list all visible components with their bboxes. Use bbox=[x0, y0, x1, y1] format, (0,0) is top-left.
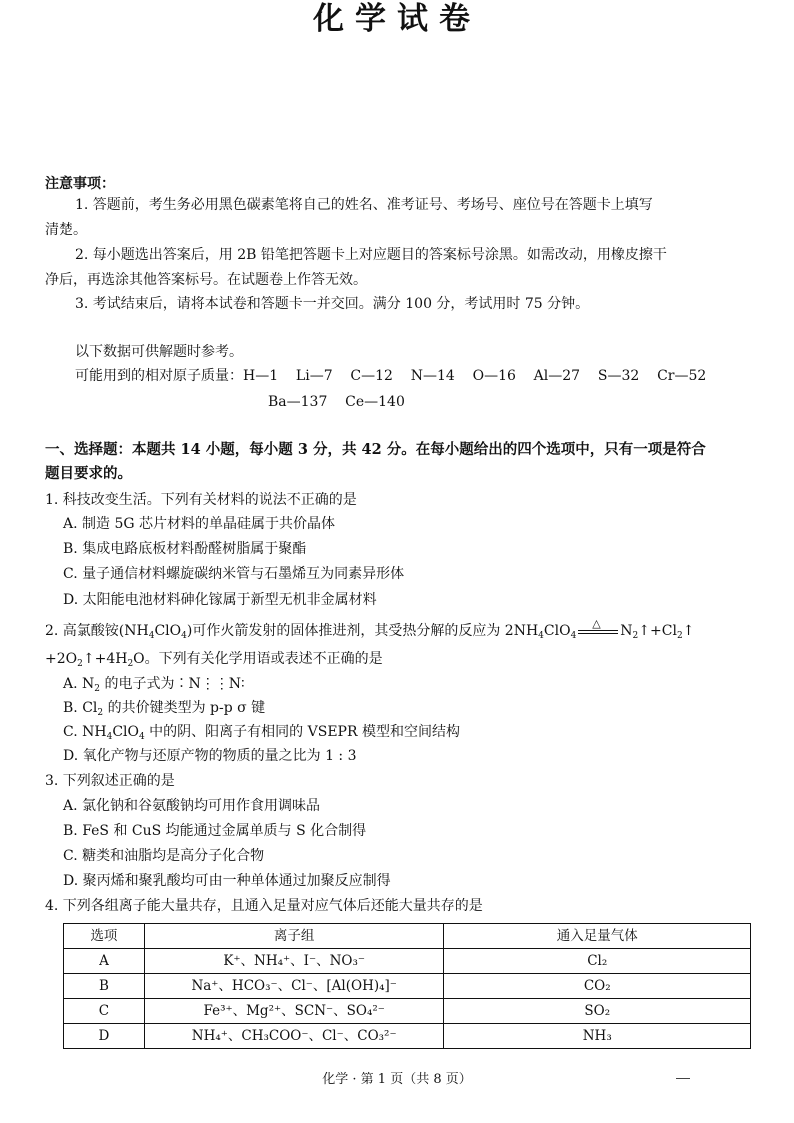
page-footer: 化学 · 第 1 页（共 8 页） bbox=[322, 1072, 472, 1087]
option-cell: A bbox=[64, 949, 145, 974]
option: D. 太阳能电池材料砷化镓属于新型无机非金属材料 bbox=[63, 592, 377, 608]
atomic-mass-line: Ba—137 Ce—140 bbox=[268, 394, 405, 410]
option-cell: C bbox=[64, 999, 145, 1024]
column-header: 离子组 bbox=[144, 924, 444, 949]
notice-item: 清楚。 bbox=[45, 222, 87, 238]
ions-cell: Fe³⁺、Mg²⁺、SCN⁻、SO₄²⁻ bbox=[144, 999, 444, 1024]
option: B. $Cl_2$ 的共价键类型为 p-p σ 键 bbox=[63, 700, 266, 718]
option: B. 集成电路底板材料酚醛树脂属于聚酯 bbox=[63, 541, 307, 557]
question-stem-cont: $+2O_2↑+4H_2O$。下列有关化学用语或表述不正确的是 bbox=[45, 651, 383, 669]
question-stem: 3. 下列叙述正确的是 bbox=[45, 773, 175, 789]
gas-cell: SO₂ bbox=[444, 999, 751, 1024]
ion-table bbox=[63, 923, 751, 1049]
gas-cell: NH₃ bbox=[444, 1024, 751, 1049]
table-row bbox=[64, 974, 751, 999]
option: A. 氯化钠和谷氨酸钠均可用作食用调味品 bbox=[63, 798, 321, 814]
heat-equation-arrow: △ bbox=[578, 623, 618, 637]
section-heading: 一、选择题：本题共 14 小题，每小题 3 分，共 42 分。在每小题给出的四个选项中，只有一项是符合 bbox=[45, 441, 706, 458]
option: C. 量子通信材料螺旋碳纳米管与石墨烯互为同素异形体 bbox=[63, 566, 405, 582]
question-stem: 1. 科技改变生活。下列有关材料的说法不正确的是 bbox=[45, 492, 357, 508]
notice-item: 3. 考试结束后，请将本试卷和答题卡一并交回。满分 100 分，考试用时 75 分钟。 bbox=[75, 296, 590, 312]
question-stem: 2. 高氯酸铵$(NH_4ClO_4)$可作火箭发射的固体推进剂，其受热分解的反应为 $2NH_4ClO_4$ △ $N_2↑+Cl_2↑$ bbox=[45, 617, 695, 641]
ions-cell: Na⁺、HCO₃⁻、Cl⁻、[Al(OH)₄]⁻ bbox=[144, 974, 444, 999]
table-row bbox=[64, 999, 751, 1024]
question-stem: 4. 下列各组离子能大量共存，且通入足量对应气体后还能大量共存的是 bbox=[45, 898, 483, 914]
notice-heading: 注意事项： bbox=[45, 176, 115, 192]
table-row bbox=[64, 949, 751, 974]
notice-item: 净后，再选涂其他答案标号。在试题卷上作答无效。 bbox=[45, 272, 367, 288]
option: C. 糖类和油脂均是高分子化合物 bbox=[63, 848, 265, 864]
notice-item: 2. 每小题选出答案后，用 2B 铅笔把答题卡上对应题目的答案标号涂黑。如需改动，用橡皮擦干 bbox=[75, 247, 667, 263]
option-cell: D bbox=[64, 1024, 145, 1049]
option: D. 氧化产物与还原产物的物质的量之比为 1 : 3 bbox=[63, 748, 357, 764]
option: D. 聚丙烯和聚乳酸均可由一种单体通过加聚反应制得 bbox=[63, 873, 391, 889]
page-title: 化学试卷 bbox=[313, 1, 481, 37]
option-cell: B bbox=[64, 974, 145, 999]
gas-cell: CO₂ bbox=[444, 974, 751, 999]
option: B. FeS 和 CuS 均能通过金属单质与 S 化合制得 bbox=[63, 823, 367, 839]
ions-cell: K⁺、NH₄⁺、I⁻、NO₃⁻ bbox=[144, 949, 444, 974]
gas-cell: Cl₂ bbox=[444, 949, 751, 974]
option: A. 制造 5G 芯片材料的单晶硅属于共价晶体 bbox=[63, 516, 336, 532]
table-row bbox=[64, 1024, 751, 1049]
column-header: 选项 bbox=[64, 924, 145, 949]
table-header-row bbox=[64, 924, 751, 949]
column-header: 通入足量气体 bbox=[444, 924, 751, 949]
atomic-mass-line: 可能用到的相对原子质量：H—1 Li—7 C—12 N—14 O—16 Al—27 S—32 Cr—52 bbox=[75, 368, 707, 384]
section-heading: 题目要求的。 bbox=[45, 465, 132, 482]
scan-mark bbox=[676, 1078, 690, 1079]
notice-item: 1. 答题前，考生务必用黑色碳素笔将自己的姓名、准考证号、考场号、座位号在答题卡上填写 bbox=[75, 197, 653, 213]
reference-intro: 以下数据可供解题时参考。 bbox=[75, 344, 243, 360]
ions-cell: NH₄⁺、CH₃COO⁻、Cl⁻、CO₃²⁻ bbox=[144, 1024, 444, 1049]
option: C. $NH_4ClO_4$ 中的阴、阳离子有相同的 VSEPR 模型和空间结构 bbox=[63, 724, 460, 742]
option: A. $N_2$ 的电子式为∶N⋮⋮N∶ bbox=[63, 676, 245, 694]
